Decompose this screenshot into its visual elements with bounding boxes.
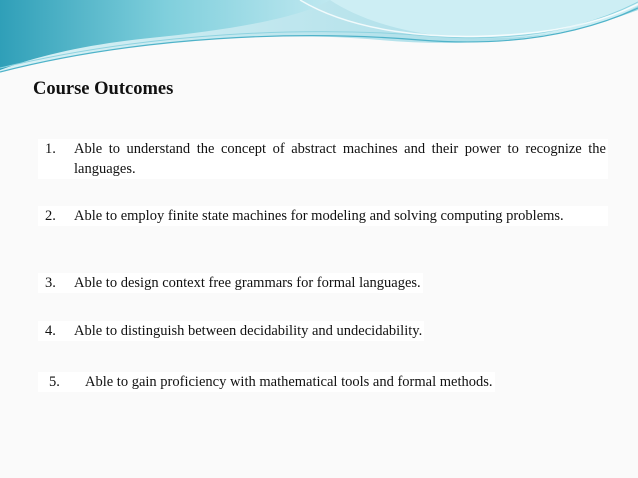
header-wave-decoration: [0, 0, 638, 80]
outcome-item-4: [38, 321, 424, 341]
outcome-number: 5.: [49, 374, 60, 390]
outcome-number: 1.: [45, 141, 56, 157]
outcome-text: Able to understand the concept of abstract machines and their power to recognize the languages.: [74, 141, 606, 177]
page-title: Course Outcomes: [33, 79, 174, 99]
outcome-item-5: [38, 372, 495, 392]
outcome-number: 4.: [45, 323, 56, 339]
outcome-text: Able to employ finite state machines for modeling and solving computing problems.: [74, 208, 564, 224]
outcome-item-3: [38, 273, 423, 293]
outcome-text: Able to distinguish between decidability and undecidability.: [74, 323, 423, 339]
outcome-number: 2.: [45, 208, 56, 224]
outcome-item-2: [38, 206, 608, 226]
outcome-number: 3.: [45, 275, 56, 291]
outcome-item-1: [38, 139, 608, 179]
outcome-text: Able to design context free grammars for formal languages.: [74, 275, 421, 291]
outcome-text: Able to gain proficiency with mathematical tools and formal methods.: [85, 374, 493, 390]
